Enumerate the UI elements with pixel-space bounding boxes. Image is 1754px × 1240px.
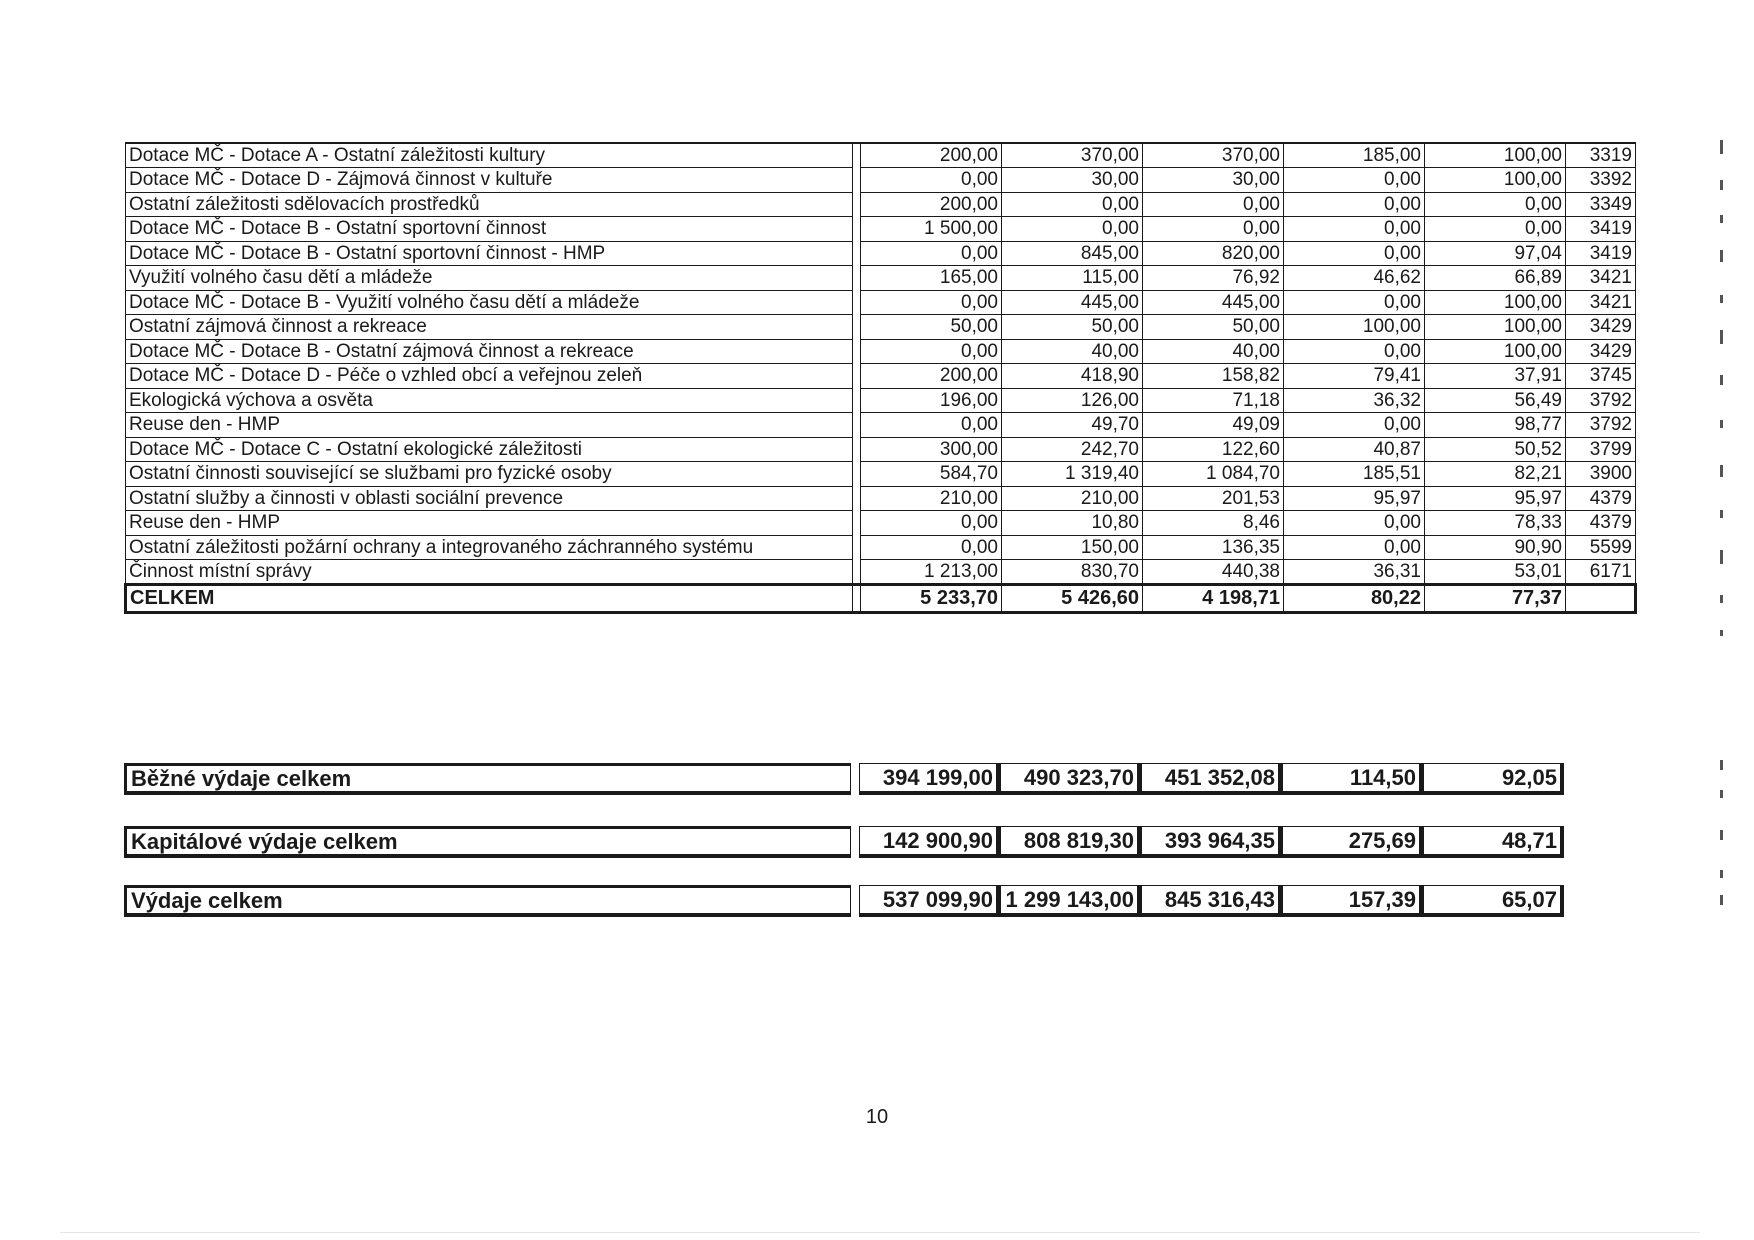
row-value: 71,18: [1143, 388, 1284, 413]
table-row: [126, 535, 1636, 560]
row-description: Dotace MČ - Dotace B - Ostatní sportovní činnost: [126, 217, 853, 242]
row-description: Dotace MČ - Dotace D - Zájmová činnost v kultuře: [126, 168, 853, 193]
table-row: [126, 560, 1636, 585]
column-gap: [853, 192, 861, 217]
row-value: 820,00: [1143, 241, 1284, 266]
row-value: 1 213,00: [861, 560, 1002, 585]
summary-value: 393 964,35: [1141, 826, 1282, 858]
row-description: Činnost místní správy: [126, 560, 853, 585]
summary-value: 808 819,30: [1000, 826, 1141, 858]
column-gap: [853, 143, 861, 168]
table-row: [126, 437, 1636, 462]
row-value: 30,00: [1143, 168, 1284, 193]
row-description: Využití volného času dětí a mládeže: [126, 266, 853, 291]
summary-value: 537 099,90: [859, 885, 1000, 917]
summary-label: [124, 763, 851, 795]
summary-value: 394 199,00: [859, 763, 1000, 795]
row-value: 0,00: [861, 413, 1002, 438]
total-value: 4 198,71: [1143, 584, 1284, 612]
row-value: 185,51: [1284, 462, 1425, 487]
row-value: 300,00: [861, 437, 1002, 462]
column-gap: [853, 290, 861, 315]
row-value: 0,00: [1284, 535, 1425, 560]
row-value: 210,00: [1002, 486, 1143, 511]
table-row: [126, 462, 1636, 487]
column-gap: [853, 413, 861, 438]
column-gap: [853, 584, 861, 612]
column-gap: [853, 462, 861, 487]
summary-row-kapitalove-vydaje: [124, 826, 1564, 858]
summary-label-text: Běžné výdaje celkem: [131, 765, 352, 791]
summary-value: 451 352,08: [1141, 763, 1282, 795]
total-code: [1566, 584, 1636, 612]
row-value: 98,77: [1425, 413, 1566, 438]
row-value: 440,38: [1143, 560, 1284, 585]
table-row: [126, 388, 1636, 413]
summary-value: 92,05: [1423, 763, 1564, 795]
row-description: Ostatní činnosti související se službami pro fyzické osoby: [126, 462, 853, 487]
summary-value: 48,71: [1423, 826, 1564, 858]
row-value: 242,70: [1002, 437, 1143, 462]
row-value: 46,62: [1284, 266, 1425, 291]
row-value: 90,90: [1425, 535, 1566, 560]
row-value: 50,00: [1002, 315, 1143, 340]
total-value: 5 233,70: [861, 584, 1002, 612]
row-code: 6171: [1566, 560, 1636, 585]
column-gap: [853, 315, 861, 340]
summary-label: [124, 885, 851, 917]
column-gap: [853, 364, 861, 389]
table-row: [126, 168, 1636, 193]
total-label: CELKEM: [126, 584, 853, 612]
table-row: [126, 290, 1636, 315]
row-value: 53,01: [1425, 560, 1566, 585]
row-description: Dotace MČ - Dotace B - Ostatní zájmová činnost a rekreace: [126, 339, 853, 364]
row-value: 36,32: [1284, 388, 1425, 413]
row-value: 76,92: [1143, 266, 1284, 291]
summary-value: 1 299 143,00: [1000, 885, 1141, 917]
row-value: 0,00: [1284, 217, 1425, 242]
row-value: 165,00: [861, 266, 1002, 291]
row-value: 200,00: [861, 143, 1002, 168]
row-value: 79,41: [1284, 364, 1425, 389]
row-value: 50,00: [1143, 315, 1284, 340]
row-code: 3429: [1566, 315, 1636, 340]
row-description: Dotace MČ - Dotace B - Využití volného času dětí a mládeže: [126, 290, 853, 315]
row-value: 0,00: [1002, 192, 1143, 217]
row-value: 66,89: [1425, 266, 1566, 291]
scan-edge-marks: [1720, 120, 1726, 640]
row-value: 0,00: [1284, 511, 1425, 536]
row-value: 0,00: [861, 535, 1002, 560]
row-value: 100,00: [1284, 315, 1425, 340]
row-value: 445,00: [1143, 290, 1284, 315]
row-value: 122,60: [1143, 437, 1284, 462]
row-value: 845,00: [1002, 241, 1143, 266]
row-value: 8,46: [1143, 511, 1284, 536]
table-row: [126, 192, 1636, 217]
column-gap: [853, 217, 861, 242]
summary-row-bezne-vydaje: [124, 763, 1564, 795]
row-value: 49,09: [1143, 413, 1284, 438]
row-value: 100,00: [1425, 290, 1566, 315]
column-gap: [853, 511, 861, 536]
row-value: 0,00: [1002, 217, 1143, 242]
page-number: 10: [865, 1106, 889, 1128]
row-value: 0,00: [1143, 192, 1284, 217]
row-code: 5599: [1566, 535, 1636, 560]
summary-row-vydaje-celkem: [124, 885, 1564, 917]
row-value: 0,00: [1284, 339, 1425, 364]
row-code: 3392: [1566, 168, 1636, 193]
column-gap: [853, 388, 861, 413]
row-code: 4379: [1566, 511, 1636, 536]
row-value: 0,00: [1425, 217, 1566, 242]
row-value: 95,97: [1284, 486, 1425, 511]
row-value: 95,97: [1425, 486, 1566, 511]
row-value: 0,00: [1284, 241, 1425, 266]
row-code: 4379: [1566, 486, 1636, 511]
column-gap: [853, 535, 861, 560]
scan-bottom-line: [60, 1232, 1700, 1233]
column-gap: [853, 560, 861, 585]
row-value: 40,00: [1143, 339, 1284, 364]
row-value: 0,00: [861, 339, 1002, 364]
row-description: Dotace MČ - Dotace B - Ostatní sportovní činnost - HMP: [126, 241, 853, 266]
row-value: 49,70: [1002, 413, 1143, 438]
row-description: Ostatní záležitosti požární ochrany a integrovaného záchranného systému: [126, 535, 853, 560]
row-value: 158,82: [1143, 364, 1284, 389]
row-value: 30,00: [1002, 168, 1143, 193]
row-value: 210,00: [861, 486, 1002, 511]
summary-value: 65,07: [1423, 885, 1564, 917]
row-value: 445,00: [1002, 290, 1143, 315]
row-value: 10,80: [1002, 511, 1143, 536]
column-gap: [853, 437, 861, 462]
row-description: Reuse den - HMP: [126, 511, 853, 536]
table-row: [126, 266, 1636, 291]
row-value: 100,00: [1425, 168, 1566, 193]
row-value: 0,00: [861, 511, 1002, 536]
total-row: [126, 584, 1636, 612]
summary-value: 845 316,43: [1141, 885, 1282, 917]
row-value: 40,00: [1002, 339, 1143, 364]
column-gap: [853, 486, 861, 511]
row-value: 136,35: [1143, 535, 1284, 560]
row-value: 0,00: [861, 290, 1002, 315]
row-value: 97,04: [1425, 241, 1566, 266]
table-row: [126, 241, 1636, 266]
row-value: 201,53: [1143, 486, 1284, 511]
row-value: 0,00: [861, 241, 1002, 266]
column-gap: [853, 168, 861, 193]
row-value: 418,90: [1002, 364, 1143, 389]
row-code: 3900: [1566, 462, 1636, 487]
row-value: 196,00: [861, 388, 1002, 413]
row-value: 0,00: [1284, 192, 1425, 217]
row-value: 1 500,00: [861, 217, 1002, 242]
row-code: 3419: [1566, 217, 1636, 242]
table-row: [126, 315, 1636, 340]
summary-label-text: Kapitálové výdaje celkem: [131, 828, 398, 854]
row-value: 185,00: [1284, 143, 1425, 168]
row-value: 0,00: [1284, 290, 1425, 315]
row-value: 0,00: [1425, 192, 1566, 217]
row-value: 37,91: [1425, 364, 1566, 389]
row-description: Reuse den - HMP: [126, 413, 853, 438]
total-value: 5 426,60: [1002, 584, 1143, 612]
row-value: 36,31: [1284, 560, 1425, 585]
column-gap: [853, 241, 861, 266]
row-code: 3419: [1566, 241, 1636, 266]
row-description: Dotace MČ - Dotace D - Péče o vzhled obcí a veřejnou zeleň: [126, 364, 853, 389]
row-value: 0,00: [1143, 217, 1284, 242]
row-value: 40,87: [1284, 437, 1425, 462]
row-value: 370,00: [1002, 143, 1143, 168]
row-value: 50,00: [861, 315, 1002, 340]
row-value: 200,00: [861, 364, 1002, 389]
row-value: 200,00: [861, 192, 1002, 217]
total-value: 80,22: [1284, 584, 1425, 612]
row-value: 115,00: [1002, 266, 1143, 291]
row-value: 100,00: [1425, 339, 1566, 364]
table-row: [126, 511, 1636, 536]
row-value: 830,70: [1002, 560, 1143, 585]
row-value: 100,00: [1425, 143, 1566, 168]
summary-label-text: Výdaje celkem: [131, 887, 283, 913]
summary-value: 490 323,70: [1000, 763, 1141, 795]
row-value: 78,33: [1425, 511, 1566, 536]
table-row: [126, 486, 1636, 511]
row-code: 3421: [1566, 290, 1636, 315]
row-code: 3792: [1566, 388, 1636, 413]
row-value: 1 319,40: [1002, 462, 1143, 487]
row-value: 82,21: [1425, 462, 1566, 487]
row-value: 584,70: [861, 462, 1002, 487]
row-code: 3792: [1566, 413, 1636, 438]
row-value: 150,00: [1002, 535, 1143, 560]
row-value: 56,49: [1425, 388, 1566, 413]
scan-edge-marks-lower: [1720, 760, 1726, 910]
row-code: 3745: [1566, 364, 1636, 389]
row-value: 0,00: [1284, 168, 1425, 193]
column-gap: [853, 339, 861, 364]
row-description: Dotace MČ - Dotace C - Ostatní ekologické záležitosti: [126, 437, 853, 462]
summary-label: [124, 826, 851, 858]
row-value: 370,00: [1143, 143, 1284, 168]
row-description: Dotace MČ - Dotace A - Ostatní záležitosti kultury: [126, 143, 853, 168]
row-description: Ostatní záležitosti sdělovacích prostředků: [126, 192, 853, 217]
row-value: 126,00: [1002, 388, 1143, 413]
row-value: 1 084,70: [1143, 462, 1284, 487]
expenditure-table-body: [126, 143, 1636, 612]
total-value: 77,37: [1425, 584, 1566, 612]
row-code: 3429: [1566, 339, 1636, 364]
expenditure-table: [124, 142, 1637, 614]
row-code: 3349: [1566, 192, 1636, 217]
summary-value: 157,39: [1282, 885, 1423, 917]
table-row: [126, 364, 1636, 389]
summary-value: 142 900,90: [859, 826, 1000, 858]
summary-value: 114,50: [1282, 763, 1423, 795]
table-row: [126, 339, 1636, 364]
row-description: Ekologická výchova a osvěta: [126, 388, 853, 413]
column-gap: [853, 266, 861, 291]
row-code: 3799: [1566, 437, 1636, 462]
row-value: 0,00: [1284, 413, 1425, 438]
row-code: 3421: [1566, 266, 1636, 291]
row-description: Ostatní zájmová činnost a rekreace: [126, 315, 853, 340]
table-row: [126, 143, 1636, 168]
table-row: [126, 413, 1636, 438]
table-row: [126, 217, 1636, 242]
row-code: 3319: [1566, 143, 1636, 168]
summary-value: 275,69: [1282, 826, 1423, 858]
row-value: 50,52: [1425, 437, 1566, 462]
row-value: 100,00: [1425, 315, 1566, 340]
row-value: 0,00: [861, 168, 1002, 193]
row-description: Ostatní služby a činnosti v oblasti sociální prevence: [126, 486, 853, 511]
